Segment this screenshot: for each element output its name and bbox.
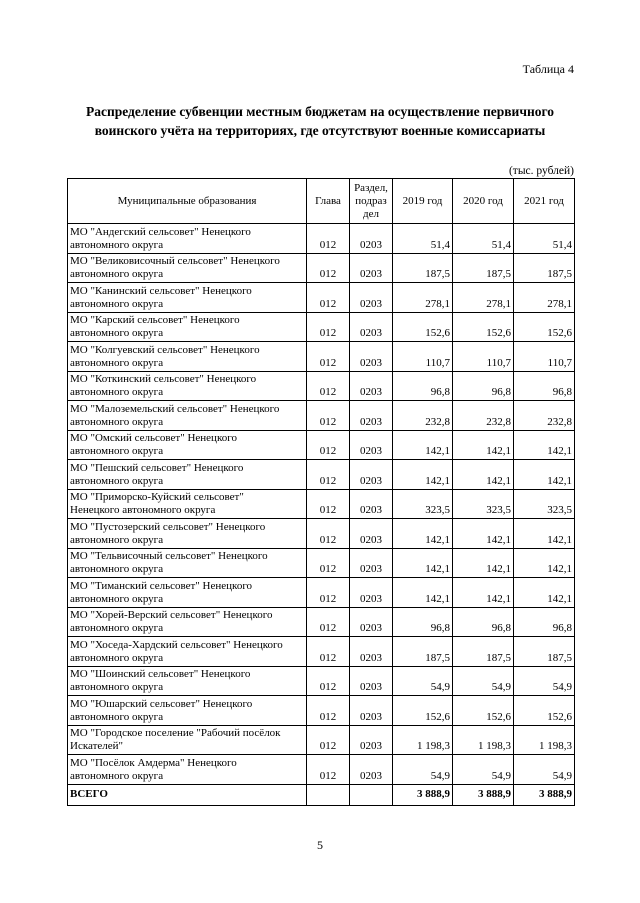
column-header-2019: 2019 год <box>393 179 453 224</box>
section-cell: 0203 <box>350 666 393 696</box>
value-2019: 278,1 <box>393 283 453 313</box>
value-2019: 152,6 <box>393 696 453 726</box>
value-2020: 110,7 <box>453 342 514 372</box>
value-2021: 187,5 <box>514 253 575 283</box>
table-row <box>68 578 575 608</box>
units-label: (тыс. рублей) <box>508 165 574 177</box>
value-2020: 142,1 <box>453 460 514 490</box>
value-2020: 51,4 <box>453 224 514 254</box>
total-2020: 3 888,9 <box>453 784 514 805</box>
value-2021: 142,1 <box>514 578 575 608</box>
value-2019: 54,9 <box>393 666 453 696</box>
municipality-name-line-2: автономного округа <box>70 445 164 457</box>
table-row <box>68 253 575 283</box>
municipality-name-line-1: МО "Приморско-Куйский сельсовет" <box>70 491 244 503</box>
municipality-name-line-2: автономного округа <box>70 651 164 664</box>
section-cell: 0203 <box>350 578 393 608</box>
value-2019: 142,1 <box>393 460 453 490</box>
table-label: Таблица 4 <box>522 62 574 76</box>
value-2019: 323,5 <box>393 489 453 519</box>
municipality-name <box>68 725 307 755</box>
municipality-name-line-1: МО "Хорей-Верский сельсовет" Ненецкого <box>70 609 273 621</box>
section-cell: 0203 <box>350 489 393 519</box>
municipality-name-line-2: автономного округа <box>70 563 164 575</box>
table-header-row <box>68 179 575 224</box>
municipality-name-line-2: автономного округа <box>70 681 164 693</box>
table-row <box>68 371 575 401</box>
table-row <box>68 607 575 637</box>
value-2021: 187,5 <box>514 637 575 667</box>
value-2019: 142,1 <box>393 430 453 460</box>
section-cell: 0203 <box>350 607 393 637</box>
municipality-name-line-1: МО "Андегский сельсовет" Ненецкого <box>70 225 251 238</box>
column-header-2021: 2021 год <box>514 179 575 224</box>
value-2019: 142,1 <box>393 519 453 549</box>
section-cell: 0203 <box>350 460 393 490</box>
column-header-section: Раздел, подраз дел <box>350 179 393 224</box>
table-row <box>68 666 575 696</box>
value-2020: 152,6 <box>453 696 514 726</box>
municipality-name-line-1: МО "Малоземельский сельсовет" Ненецкого <box>70 402 280 415</box>
municipality-name-line-1: МО "Пешский сельсовет" Ненецкого <box>70 461 244 474</box>
value-2020: 1 198,3 <box>453 725 514 755</box>
municipality-name-line-2: автономного округа <box>70 327 164 339</box>
document-title <box>60 102 580 140</box>
value-2021: 54,9 <box>514 666 575 696</box>
page-number: 5 <box>317 838 323 852</box>
value-2019: 232,8 <box>393 401 453 431</box>
value-2020: 142,1 <box>453 578 514 608</box>
title-line-1: Распределение субвенции местным бюджетам на осуществление первичного <box>85 104 555 119</box>
value-2021: 142,1 <box>514 430 575 460</box>
value-2020: 278,1 <box>453 283 514 313</box>
table-row <box>68 755 575 785</box>
municipality-name-line-1: МО "Канинский сельсовет" Ненецкого <box>70 284 252 297</box>
chapter-cell: 012 <box>307 696 350 726</box>
municipality-name-line-2: автономного округа <box>70 386 164 398</box>
municipality-name-line-1: МО "Хоседа-Хардский сельсовет" Ненецкого <box>70 638 283 651</box>
value-2020: 142,1 <box>453 430 514 460</box>
value-2020: 96,8 <box>453 607 514 637</box>
table-row <box>68 224 575 254</box>
municipality-name-line-1: МО "Шоинский сельсовет" Ненецкого <box>70 668 251 680</box>
municipality-name <box>68 401 307 431</box>
chapter-cell: 012 <box>307 548 350 578</box>
municipality-name-line-2: автономного округа <box>70 710 164 723</box>
value-2020: 54,9 <box>453 755 514 785</box>
municipality-name-line-2: автономного округа <box>70 238 164 251</box>
chapter-cell: 012 <box>307 312 350 342</box>
chapter-cell: 012 <box>307 460 350 490</box>
section-cell: 0203 <box>350 519 393 549</box>
value-2019: 110,7 <box>393 342 453 372</box>
table-row <box>68 430 575 460</box>
table-row <box>68 342 575 372</box>
column-header-name: Муниципальные образования <box>68 179 307 224</box>
municipality-name <box>68 371 307 401</box>
table-row <box>68 696 575 726</box>
value-2019: 142,1 <box>393 578 453 608</box>
municipality-name <box>68 342 307 372</box>
value-2020: 323,5 <box>453 489 514 519</box>
value-2019: 96,8 <box>393 371 453 401</box>
value-2020: 96,8 <box>453 371 514 401</box>
value-2020: 142,1 <box>453 519 514 549</box>
municipality-name <box>68 666 307 696</box>
municipality-name <box>68 519 307 549</box>
municipality-name <box>68 637 307 667</box>
municipality-name-line-1: МО "Великовисочный сельсовет" Ненецкого <box>70 255 280 267</box>
table-row <box>68 460 575 490</box>
municipality-name-line-1: МО "Карский сельсовет" Ненецкого <box>70 314 240 326</box>
title-line-2: воинского учёта на территориях, где отсутствуют военные комиссариаты <box>94 123 546 138</box>
chapter-cell: 012 <box>307 224 350 254</box>
municipality-name-line-2: Искателей" <box>70 740 124 752</box>
chapter-cell: 012 <box>307 371 350 401</box>
total-chapter-empty <box>307 784 350 805</box>
municipality-name <box>68 253 307 283</box>
section-cell: 0203 <box>350 637 393 667</box>
municipality-name <box>68 755 307 785</box>
municipality-name-line-1: МО "Тиманский сельсовет" Ненецкого <box>70 579 253 592</box>
municipality-name-line-1: МО "Тельвисочный сельсовет" Ненецкого <box>70 550 268 562</box>
value-2021: 152,6 <box>514 696 575 726</box>
municipality-name-line-1: МО "Юшарский сельсовет" Ненецкого <box>70 697 253 710</box>
subvention-table <box>67 178 575 806</box>
municipality-name-line-2: автономного округа <box>70 268 164 280</box>
value-2021: 142,1 <box>514 519 575 549</box>
value-2020: 232,8 <box>453 401 514 431</box>
section-cell: 0203 <box>350 430 393 460</box>
municipality-name-line-2: автономного округа <box>70 474 164 487</box>
value-2021: 110,7 <box>514 342 575 372</box>
municipality-name <box>68 489 307 519</box>
section-cell: 0203 <box>350 312 393 342</box>
total-section-empty <box>350 784 393 805</box>
value-2019: 96,8 <box>393 607 453 637</box>
municipality-name <box>68 430 307 460</box>
value-2019: 1 198,3 <box>393 725 453 755</box>
value-2021: 142,1 <box>514 460 575 490</box>
municipality-name <box>68 312 307 342</box>
table-row <box>68 283 575 313</box>
chapter-cell: 012 <box>307 607 350 637</box>
table-row <box>68 548 575 578</box>
value-2021: 278,1 <box>514 283 575 313</box>
municipality-name <box>68 283 307 313</box>
value-2020: 54,9 <box>453 666 514 696</box>
municipality-name-line-2: автономного округа <box>70 622 164 634</box>
municipality-name-line-1: МО "Омский сельсовет" Ненецкого <box>70 432 237 444</box>
chapter-cell: 012 <box>307 401 350 431</box>
value-2019: 187,5 <box>393 637 453 667</box>
table-row <box>68 519 575 549</box>
municipality-name-line-1: МО "Городское поселение "Рабочий посёлок <box>70 727 281 739</box>
value-2021: 54,9 <box>514 755 575 785</box>
value-2021: 51,4 <box>514 224 575 254</box>
municipality-name-line-2: автономного округа <box>70 297 164 310</box>
section-cell: 0203 <box>350 755 393 785</box>
table-row <box>68 637 575 667</box>
municipality-name <box>68 548 307 578</box>
total-2019: 3 888,9 <box>393 784 453 805</box>
table-row <box>68 725 575 755</box>
municipality-name-line-2: Ненецкого автономного округа <box>70 504 216 516</box>
value-2021: 96,8 <box>514 607 575 637</box>
municipality-name-line-2: автономного округа <box>70 356 164 369</box>
section-cell: 0203 <box>350 401 393 431</box>
value-2020: 152,6 <box>453 312 514 342</box>
municipality-name-line-2: автономного округа <box>70 415 164 428</box>
column-header-2020: 2020 год <box>453 179 514 224</box>
value-2019: 54,9 <box>393 755 453 785</box>
section-cell: 0203 <box>350 342 393 372</box>
table-row <box>68 401 575 431</box>
municipality-name-line-1: МО "Колгуевский сельсовет" Ненецкого <box>70 343 260 356</box>
chapter-cell: 012 <box>307 637 350 667</box>
municipality-name-line-2: автономного округа <box>70 769 164 782</box>
value-2021: 152,6 <box>514 312 575 342</box>
chapter-cell: 012 <box>307 755 350 785</box>
municipality-name-line-2: автономного округа <box>70 592 164 605</box>
value-2020: 142,1 <box>453 548 514 578</box>
table-row <box>68 312 575 342</box>
total-2021: 3 888,9 <box>514 784 575 805</box>
section-cell: 0203 <box>350 253 393 283</box>
municipality-name-line-2: автономного округа <box>70 533 164 546</box>
value-2019: 51,4 <box>393 224 453 254</box>
table-row <box>68 489 575 519</box>
chapter-cell: 012 <box>307 725 350 755</box>
chapter-cell: 012 <box>307 489 350 519</box>
chapter-cell: 012 <box>307 430 350 460</box>
municipality-name <box>68 460 307 490</box>
value-2021: 323,5 <box>514 489 575 519</box>
section-cell: 0203 <box>350 224 393 254</box>
municipality-name <box>68 224 307 254</box>
section-cell: 0203 <box>350 725 393 755</box>
value-2021: 1 198,3 <box>514 725 575 755</box>
value-2021: 96,8 <box>514 371 575 401</box>
chapter-cell: 012 <box>307 578 350 608</box>
municipality-name <box>68 607 307 637</box>
section-cell: 0203 <box>350 696 393 726</box>
value-2019: 187,5 <box>393 253 453 283</box>
chapter-cell: 012 <box>307 253 350 283</box>
section-cell: 0203 <box>350 283 393 313</box>
value-2021: 142,1 <box>514 548 575 578</box>
chapter-cell: 012 <box>307 519 350 549</box>
chapter-cell: 012 <box>307 342 350 372</box>
municipality-name-line-1: МО "Коткинский сельсовет" Ненецкого <box>70 373 257 385</box>
chapter-cell: 012 <box>307 666 350 696</box>
total-row <box>68 784 575 805</box>
section-cell: 0203 <box>350 371 393 401</box>
municipality-name <box>68 578 307 608</box>
table-body <box>68 224 575 806</box>
value-2021: 232,8 <box>514 401 575 431</box>
value-2019: 142,1 <box>393 548 453 578</box>
column-header-chapter: Глава <box>307 179 350 224</box>
value-2020: 187,5 <box>453 637 514 667</box>
section-cell: 0203 <box>350 548 393 578</box>
municipality-name <box>68 696 307 726</box>
value-2019: 152,6 <box>393 312 453 342</box>
municipality-name-line-1: МО "Посёлок Амдерма" Ненецкого <box>70 756 237 769</box>
chapter-cell: 012 <box>307 283 350 313</box>
total-label: ВСЕГО <box>68 784 307 805</box>
municipality-name-line-1: МО "Пустозерский сельсовет" Ненецкого <box>70 520 266 533</box>
value-2020: 187,5 <box>453 253 514 283</box>
